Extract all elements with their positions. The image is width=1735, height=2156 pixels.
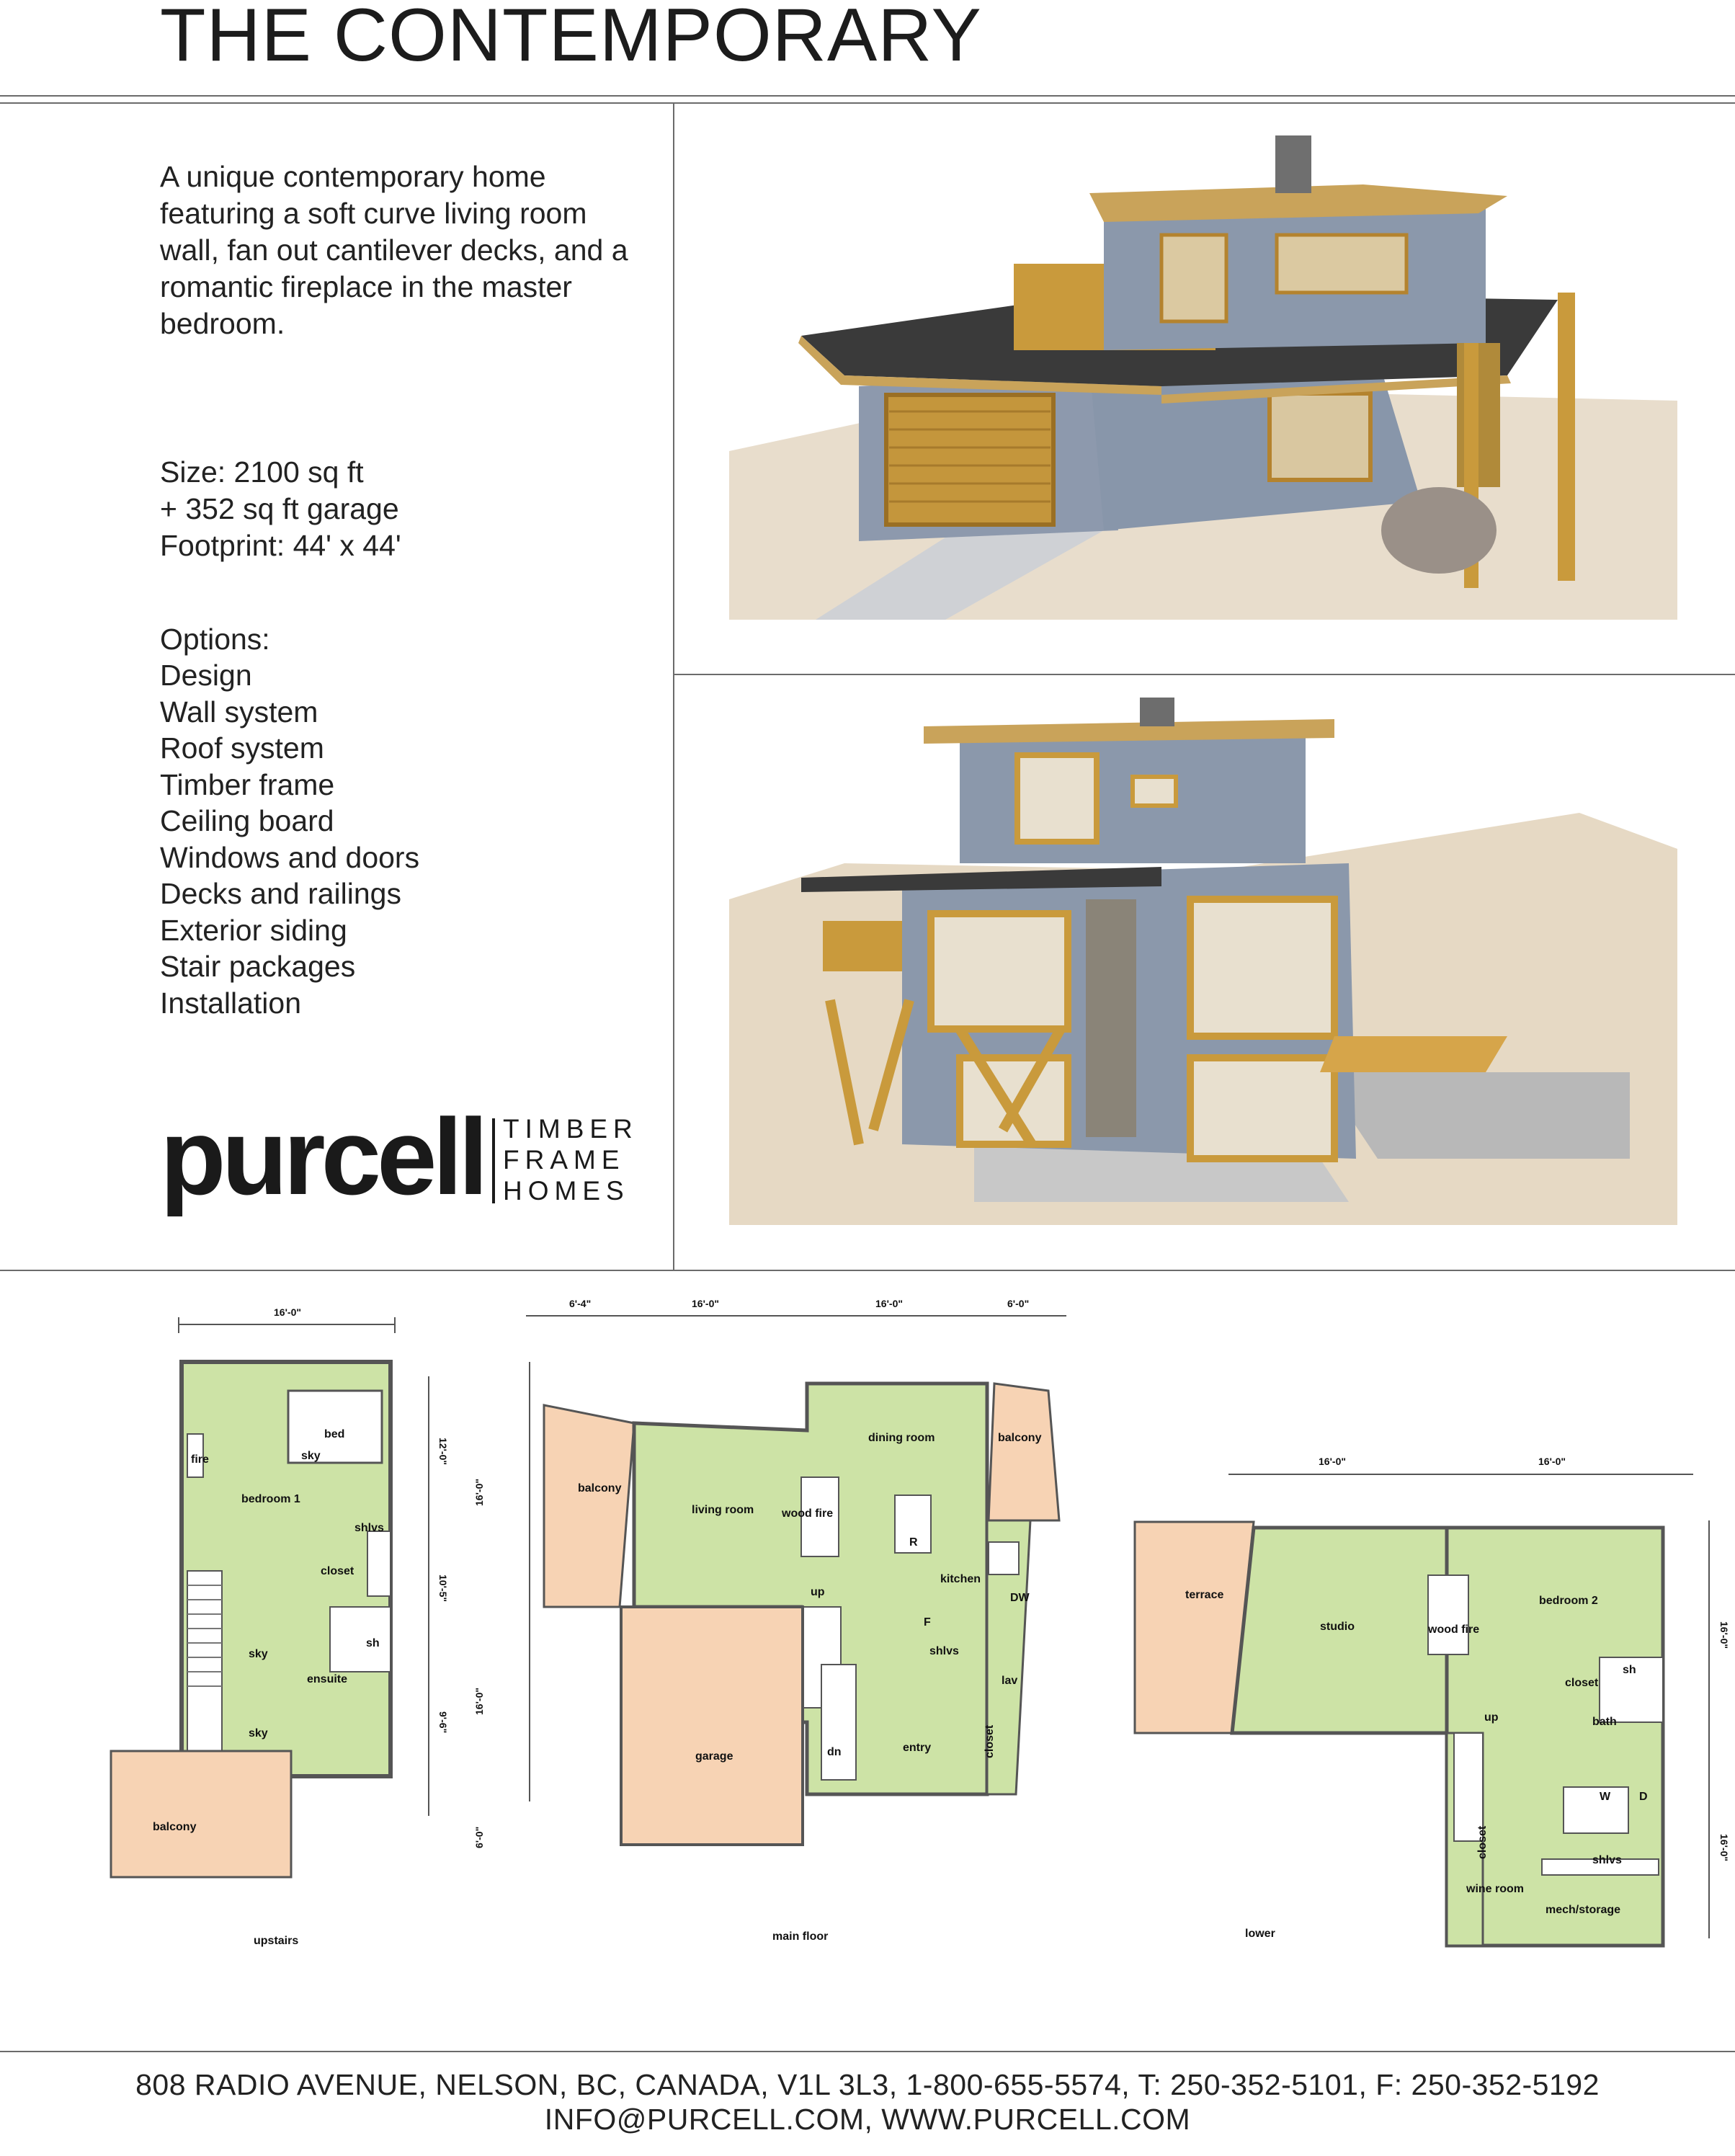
column-divider	[673, 103, 674, 1270]
room-label: kitchen	[940, 1573, 981, 1585]
lower-plan	[1135, 1456, 1730, 1946]
dim-label: 10'-5"	[437, 1574, 449, 1602]
room-label: fire	[191, 1453, 209, 1466]
logo-line-timber: TIMBER	[503, 1114, 638, 1144]
room-label: closet	[1565, 1677, 1599, 1689]
dim-label: 16'-0"	[1319, 1456, 1346, 1467]
logo-divider	[492, 1118, 495, 1203]
title-rule-2	[0, 102, 1735, 104]
room-label: balcony	[998, 1432, 1042, 1444]
render-divider	[673, 674, 1735, 675]
spec-size: Size: 2100 sq ft	[160, 455, 364, 489]
spec-garage: + 352 sq ft garage	[160, 492, 399, 525]
room-label: up	[811, 1586, 825, 1598]
room-label: shlvs	[1592, 1854, 1622, 1866]
footer-address: 808 RADIO AVENUE, NELSON, BC, CANADA, V1L 3L3, 1-800-655-5574, T: 250-352-5101, F: 250-352-5192	[135, 2068, 1600, 2101]
dim-label: 16'-0"	[692, 1298, 719, 1309]
room-label: shlvs	[354, 1522, 384, 1534]
room-label: sky	[301, 1450, 321, 1462]
specs-block	[160, 454, 401, 564]
dim-label: 9'-6"	[437, 1711, 449, 1734]
room-label: sh	[1623, 1664, 1636, 1676]
room-label: W	[1600, 1791, 1611, 1803]
option-item: Installation	[160, 986, 302, 1020]
option-item: Roof system	[160, 731, 324, 765]
description: A unique contemporary home featuring a soft curve living room wall, fan out cantilever decks, and a romantic fireplace in the master bedroom.	[160, 160, 628, 340]
dim-label: 16'-0"	[1718, 1621, 1730, 1649]
plan-name-main: main floor	[772, 1930, 829, 1943]
options-heading: Options:	[160, 623, 270, 656]
title-rule	[0, 95, 1735, 97]
rear-render-image	[729, 698, 1677, 1225]
dim-label: 6'-0"	[473, 1826, 485, 1848]
floor-plans	[101, 1290, 1735, 1967]
room-label: sky	[249, 1727, 268, 1740]
options-list	[160, 657, 419, 1021]
main-floor-plan	[473, 1298, 1066, 1943]
room-label: dining room	[868, 1432, 935, 1444]
logo-wordmark: purcell	[160, 1096, 484, 1217]
room-label: bed	[324, 1428, 345, 1440]
room-label: DW	[1010, 1592, 1030, 1604]
room-label: balcony	[578, 1482, 622, 1494]
dim-label: 16'-0"	[473, 1688, 485, 1715]
logo-line-frame: FRAME	[503, 1145, 625, 1175]
dim-label: 12'-0"	[437, 1438, 449, 1465]
front-render-image	[729, 127, 1677, 620]
room-label: wood fire	[782, 1507, 834, 1520]
room-label: bedroom 2	[1539, 1595, 1598, 1607]
spec-footprint: Footprint: 44' x 44'	[160, 529, 401, 562]
option-item: Stair packages	[160, 950, 356, 983]
room-label: F	[924, 1616, 931, 1629]
room-label: wine room	[1466, 1883, 1525, 1895]
room-label: sh	[366, 1637, 380, 1649]
room-label: closet	[321, 1565, 354, 1577]
option-item: Design	[160, 659, 252, 692]
dim-label: 16'-0"	[274, 1306, 301, 1318]
logo-subtitle	[503, 1113, 638, 1206]
upstairs-plan	[111, 1306, 449, 1947]
room-label: mech/storage	[1546, 1904, 1621, 1916]
option-item: Timber frame	[160, 767, 335, 801]
room-label: bath	[1592, 1716, 1617, 1728]
room-label: closet	[1476, 1825, 1489, 1859]
option-item: Exterior siding	[160, 913, 347, 947]
room-label: dn	[827, 1746, 842, 1758]
plan-name-upstairs: upstairs	[254, 1935, 299, 1947]
room-label: entry	[903, 1742, 932, 1754]
dim-label: 16'-0"	[1538, 1456, 1566, 1467]
option-item: Decks and railings	[160, 877, 401, 910]
dim-label: 6'-0"	[1007, 1298, 1030, 1309]
room-label: lav	[1002, 1675, 1018, 1687]
room-label: wood fire	[1428, 1623, 1480, 1636]
room-label: ensuite	[307, 1673, 348, 1685]
room-label: bedroom 1	[241, 1493, 300, 1505]
room-label: up	[1484, 1711, 1499, 1724]
room-label: living room	[692, 1504, 754, 1516]
option-item: Wall system	[160, 695, 318, 729]
room-label: D	[1639, 1791, 1648, 1803]
dim-label: 16'-0"	[473, 1479, 485, 1506]
room-label: garage	[695, 1750, 733, 1763]
room-label: closet	[984, 1724, 996, 1758]
footer-web: INFO@PURCELL.COM, WWW.PURCELL.COM	[544, 2103, 1191, 2136]
room-label: shlvs	[929, 1645, 959, 1657]
plans-rule	[0, 1270, 1735, 1271]
room-label: R	[909, 1536, 918, 1549]
footer-rule	[0, 2051, 1735, 2052]
room-label: balcony	[153, 1821, 197, 1833]
dim-label: 16'-0"	[875, 1298, 903, 1309]
page-title: THE CONTEMPORARY	[160, 0, 982, 77]
option-item: Windows and doors	[160, 840, 420, 874]
room-label: studio	[1320, 1621, 1355, 1633]
plan-name-lower: lower	[1245, 1928, 1275, 1940]
dim-label: 6'-4"	[569, 1298, 592, 1309]
room-label: sky	[249, 1648, 268, 1660]
logo-line-homes: HOMES	[503, 1176, 630, 1206]
option-item: Ceiling board	[160, 804, 334, 837]
room-label: terrace	[1185, 1589, 1224, 1601]
dim-label: 16'-0"	[1718, 1834, 1730, 1861]
